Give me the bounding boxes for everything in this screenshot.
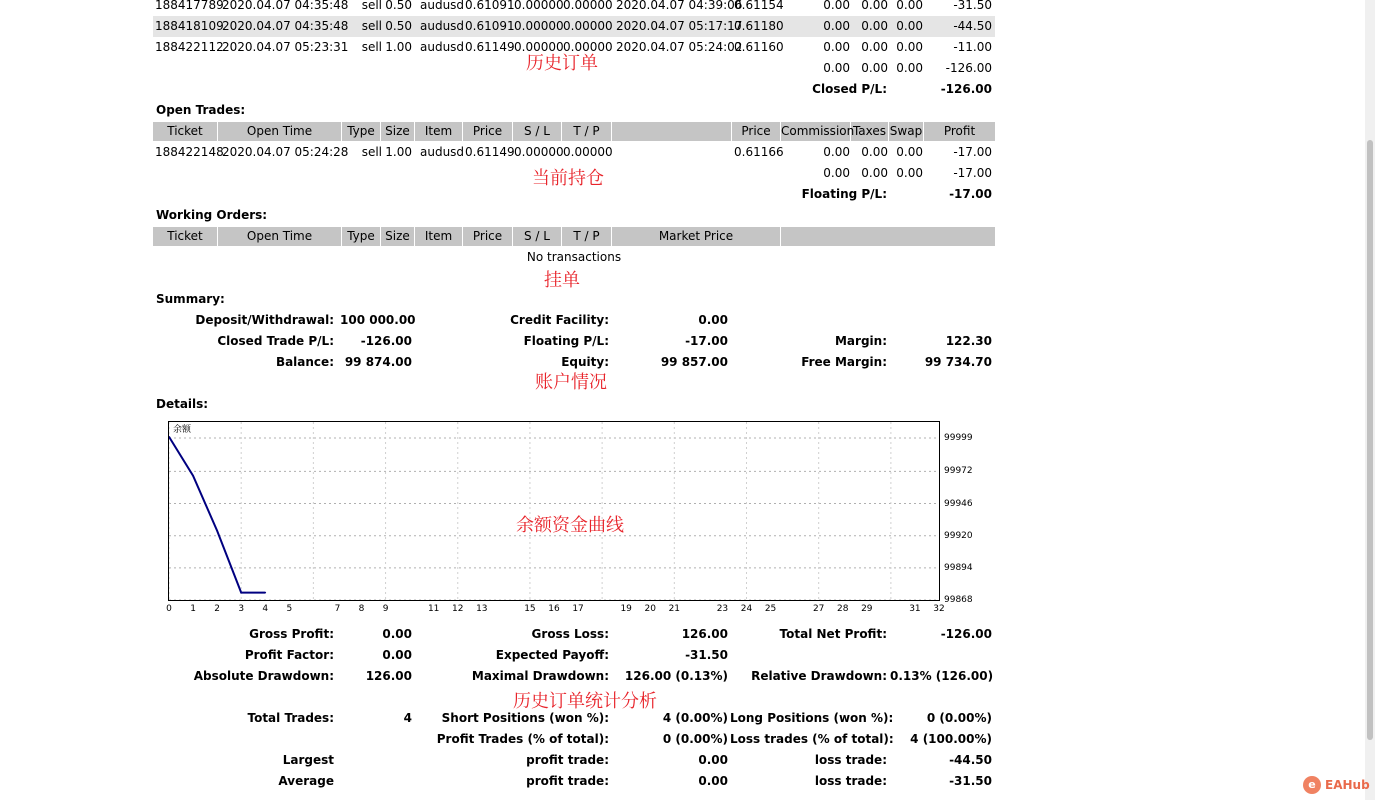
y-tick-label: 99972 — [944, 466, 973, 477]
header-ticket: Ticket — [153, 227, 218, 246]
table-cell: -31.50 — [953, 0, 992, 12]
table-cell: 2020.04.07 05:17:17 — [616, 19, 743, 33]
header-type: Type — [342, 122, 381, 141]
header-item: Item — [415, 122, 463, 141]
summary-floating-label: Floating P/L: — [523, 334, 609, 348]
header-price-2: Price — [732, 122, 781, 141]
eahub-logo-icon: e — [1303, 776, 1321, 794]
balance-chart-svg — [169, 422, 939, 600]
table-cell: 0.00000 — [514, 19, 564, 33]
table-cell: 2020.04.07 05:23:31 — [222, 40, 349, 54]
credit-value: 0.00 — [698, 313, 728, 327]
gross-profit-label: Gross Profit: — [249, 627, 334, 641]
annotation-balance-curve: 余额资金曲线 — [516, 515, 624, 536]
balance-point — [240, 592, 242, 594]
balance-point — [216, 530, 218, 532]
x-tick-label: 19 — [620, 604, 632, 614]
table-cell: 0.50 — [385, 0, 412, 12]
y-tick-label: 99868 — [944, 595, 973, 605]
x-tick-label: 0 — [166, 604, 172, 614]
balance-series-line — [169, 437, 265, 593]
free-margin-value: 99 734.70 — [924, 355, 992, 369]
absolute-drawdown-value: 126.00 — [365, 669, 412, 683]
table-cell: 0.61180 — [734, 19, 784, 33]
largest-label: Largest — [282, 753, 334, 767]
table-cell: 0.61149 — [465, 145, 515, 159]
y-tick-label: 99894 — [944, 562, 973, 573]
profit-factor-value: 0.00 — [382, 648, 412, 662]
x-tick-label: 29 — [861, 604, 873, 614]
annotation-history: 历史订单 — [526, 53, 598, 74]
annotation-history-stats: 历史订单统计分析 — [513, 691, 657, 712]
annotation-account: 账户情况 — [535, 372, 607, 393]
table-cell: 2020.04.07 04:39:06 — [616, 0, 743, 12]
table-cell: 0.61160 — [734, 40, 784, 54]
average-loss-label: loss trade: — [814, 774, 887, 788]
header-taxes: Taxes — [851, 122, 889, 141]
closed-profit-total: -126.00 — [945, 61, 992, 75]
header-price: Price — [463, 227, 513, 246]
x-tick-label: 24 — [740, 604, 753, 614]
no-transactions-text: No transactions — [526, 250, 622, 264]
largest-loss-label: loss trade: — [814, 753, 887, 767]
equity-label: Equity: — [561, 355, 609, 369]
annotation-pending: 挂单 — [544, 270, 580, 291]
header-swap: Swap — [889, 122, 924, 141]
x-tick-label: 11 — [427, 604, 440, 614]
profit-factor-label: Profit Factor: — [244, 648, 334, 662]
largest-profit-label: profit trade: — [526, 753, 609, 767]
y-tick-label: 99920 — [944, 530, 973, 541]
loss-trades-label: Loss trades (% of total): — [730, 732, 894, 746]
open-profit-total: -17.00 — [953, 166, 992, 180]
x-tick-label: 8 — [358, 604, 365, 614]
table-cell: 0.61166 — [734, 145, 784, 159]
working-orders-title: Working Orders: — [156, 208, 268, 222]
table-cell: 0.00 — [861, 145, 888, 159]
table-cell: audusd — [420, 0, 465, 12]
average-label: Average — [278, 774, 334, 788]
header-sl: S / L — [513, 227, 562, 246]
table-cell: 188422148 — [155, 145, 224, 159]
closed-pl-label: Closed P/L: — [812, 82, 887, 96]
table-cell: 188417789 — [155, 0, 224, 12]
open-taxes-total: 0.00 — [861, 166, 888, 180]
equity-value: 99 857.00 — [660, 355, 728, 369]
table-cell: 1.00 — [385, 40, 412, 54]
header-tp: T / P — [562, 122, 612, 141]
table-cell: sell — [361, 145, 382, 159]
table-cell: 0.61091 — [465, 0, 515, 12]
closed-swap-total: 0.00 — [896, 61, 923, 75]
header-tp: T / P — [562, 227, 612, 246]
summary-title: Summary: — [156, 292, 225, 306]
gross-loss-label: Gross Loss: — [531, 627, 609, 641]
x-tick-label: 4 — [262, 604, 269, 614]
table-cell: 0.00000 — [563, 40, 613, 54]
table-cell: 0.00000 — [563, 19, 613, 33]
x-tick-label: 9 — [382, 604, 389, 614]
deposit-label: Deposit/Withdrawal: — [195, 313, 334, 327]
working-orders-header — [153, 227, 995, 246]
relative-drawdown-label: Relative Drawdown: — [751, 669, 887, 683]
average-profit-label: profit trade: — [526, 774, 609, 788]
table-cell: 2020.04.07 04:35:48 — [222, 0, 349, 12]
total-net-profit-label: Total Net Profit: — [779, 627, 887, 641]
header-market-price: Market Price — [612, 227, 781, 246]
maximal-drawdown-value: 126.00 (0.13%) — [624, 669, 728, 683]
header-ticket: Ticket — [153, 122, 218, 141]
total-trades-value: 4 — [403, 711, 412, 725]
balance-value: 99 874.00 — [344, 355, 412, 369]
open-trades-title: Open Trades: — [156, 103, 246, 117]
table-cell: 0.00000 — [563, 0, 613, 12]
free-margin-label: Free Margin: — [801, 355, 887, 369]
table-cell: 0.00 — [823, 40, 850, 54]
y-tick-label: 99946 — [944, 498, 973, 509]
table-cell: 0.61154 — [734, 0, 784, 12]
table-cell: audusd — [420, 40, 465, 54]
closed-taxes-total: 0.00 — [861, 61, 888, 75]
balance-point — [264, 592, 266, 594]
chart-title: 余额 — [173, 425, 192, 435]
table-cell: 0.00 — [861, 0, 888, 12]
eahub-watermark — [1303, 774, 1370, 796]
gross-loss-value: 126.00 — [681, 627, 728, 641]
x-tick-label: 20 — [644, 604, 656, 614]
table-cell: 0.00 — [896, 19, 923, 33]
annotation-current: 当前持仓 — [532, 168, 604, 189]
x-tick-label: 5 — [286, 604, 293, 614]
header-price: Price — [463, 122, 513, 141]
largest-profit-value: 0.00 — [698, 753, 728, 767]
table-cell: 0.00 — [861, 40, 888, 54]
table-cell: 0.00000 — [514, 145, 564, 159]
table-cell: 188418109 — [155, 19, 224, 33]
y-tick-label: 99999 — [944, 433, 973, 443]
open-swap-total: 0.00 — [896, 166, 923, 180]
header-profit: Profit — [943, 124, 976, 138]
details-title: Details: — [156, 397, 209, 411]
x-tick-label: 2 — [214, 604, 220, 614]
total-net-profit-value: -126.00 — [940, 627, 992, 641]
table-cell: 0.00 — [823, 0, 850, 12]
expected-payoff-value: -31.50 — [685, 648, 728, 662]
x-tick-label: 16 — [548, 604, 560, 614]
header-type: Type — [342, 227, 381, 246]
closed-trade-pl-label: Closed Trade P/L: — [217, 334, 334, 348]
table-cell: 0.00 — [823, 19, 850, 33]
deposit-value: 100 000.00 — [340, 313, 416, 327]
table-cell: 0.00000 — [514, 0, 564, 12]
loss-trades-value: 4 (100.00%) — [910, 732, 992, 746]
short-positions-label: Short Positions (won %): — [441, 711, 609, 725]
absolute-drawdown-label: Absolute Drawdown: — [193, 669, 334, 683]
long-positions-value: 0 (0.00%) — [926, 711, 992, 725]
table-cell: sell — [361, 0, 382, 12]
table-cell: sell — [361, 40, 382, 54]
table-cell: audusd — [420, 145, 465, 159]
table-cell: 0.00 — [896, 145, 923, 159]
largest-loss-value: -44.50 — [949, 753, 992, 767]
gross-profit-value: 0.00 — [382, 627, 412, 641]
short-positions-value: 4 (0.00%) — [662, 711, 728, 725]
x-tick-label: 13 — [476, 604, 488, 614]
scrollbar-thumb[interactable] — [1367, 140, 1373, 740]
x-tick-label: 21 — [668, 604, 681, 614]
x-tick-label: 28 — [837, 604, 849, 614]
table-cell: 0.50 — [385, 19, 412, 33]
table-cell: 0.00 — [896, 40, 923, 54]
table-cell: -11.00 — [953, 40, 992, 54]
table-cell: -44.50 — [953, 19, 992, 33]
table-cell: 2020.04.07 05:24:02 — [616, 40, 743, 54]
table-cell: sell — [361, 19, 382, 33]
floating-pl-label: Floating P/L: — [801, 187, 887, 201]
header-empty — [781, 227, 995, 246]
table-cell: 0.00 — [861, 19, 888, 33]
relative-drawdown-value: 0.13% (126.00) — [890, 669, 994, 683]
x-tick-label: 23 — [716, 604, 729, 614]
x-tick-label: 25 — [764, 604, 777, 614]
x-tick-label: 7 — [334, 604, 341, 614]
x-tick-label: 1 — [190, 604, 196, 614]
balance-point — [192, 475, 194, 477]
header-item: Item — [415, 227, 463, 246]
header-open-time: Open Time — [218, 227, 342, 246]
table-cell: 0.00000 — [563, 145, 613, 159]
header-sl: S / L — [513, 122, 562, 141]
table-cell: 0.00 — [896, 0, 923, 12]
maximal-drawdown-label: Maximal Drawdown: — [471, 669, 609, 683]
header-commission: Commission — [781, 122, 851, 141]
x-tick-label: 17 — [572, 604, 584, 614]
x-tick-label: 12 — [452, 604, 464, 614]
x-tick-label: 3 — [238, 604, 245, 614]
closed-pl-value: -126.00 — [940, 82, 992, 96]
open-trades-header — [153, 122, 995, 141]
table-cell: 0.00000 — [514, 40, 564, 54]
floating-pl-value: -17.00 — [949, 187, 992, 201]
header-blank — [612, 122, 732, 141]
average-profit-value: 0.00 — [698, 774, 728, 788]
table-cell: 2020.04.07 04:35:48 — [222, 19, 349, 33]
table-cell: 0.61091 — [465, 19, 515, 33]
header-open-time: Open Time — [218, 122, 342, 141]
closed-trade-pl-value: -126.00 — [360, 334, 412, 348]
profit-trades-label: Profit Trades (% of total): — [436, 732, 609, 746]
balance-label: Balance: — [275, 355, 334, 369]
eahub-text: EAHub — [1325, 778, 1370, 792]
margin-label: Margin: — [834, 334, 887, 348]
header-size: Size — [381, 122, 415, 141]
balance-chart — [168, 421, 940, 601]
header-size: Size — [381, 227, 415, 246]
total-trades-label: Total Trades: — [247, 711, 334, 725]
table-cell: 188422112 — [155, 40, 224, 54]
table-cell: 0.61149 — [465, 40, 515, 54]
x-tick-label: 31 — [909, 604, 921, 614]
table-cell: 0.00 — [823, 145, 850, 159]
table-cell: audusd — [420, 19, 465, 33]
x-tick-label: 15 — [524, 604, 536, 614]
x-tick-label: 27 — [812, 604, 825, 614]
open-commission-total: 0.00 — [823, 166, 850, 180]
table-cell: 2020.04.07 05:24:28 — [222, 145, 349, 159]
table-cell: -17.00 — [953, 145, 992, 159]
margin-value: 122.30 — [945, 334, 992, 348]
profit-trades-value: 0 (0.00%) — [662, 732, 728, 746]
credit-label: Credit Facility: — [510, 313, 609, 327]
x-tick-label: 32 — [933, 604, 945, 614]
closed-commission-total: 0.00 — [823, 61, 850, 75]
table-cell: 1.00 — [385, 145, 412, 159]
summary-floating-value: -17.00 — [685, 334, 728, 348]
average-loss-value: -31.50 — [949, 774, 992, 788]
expected-payoff-label: Expected Payoff: — [495, 648, 609, 662]
long-positions-label: Long Positions (won %): — [730, 711, 894, 725]
